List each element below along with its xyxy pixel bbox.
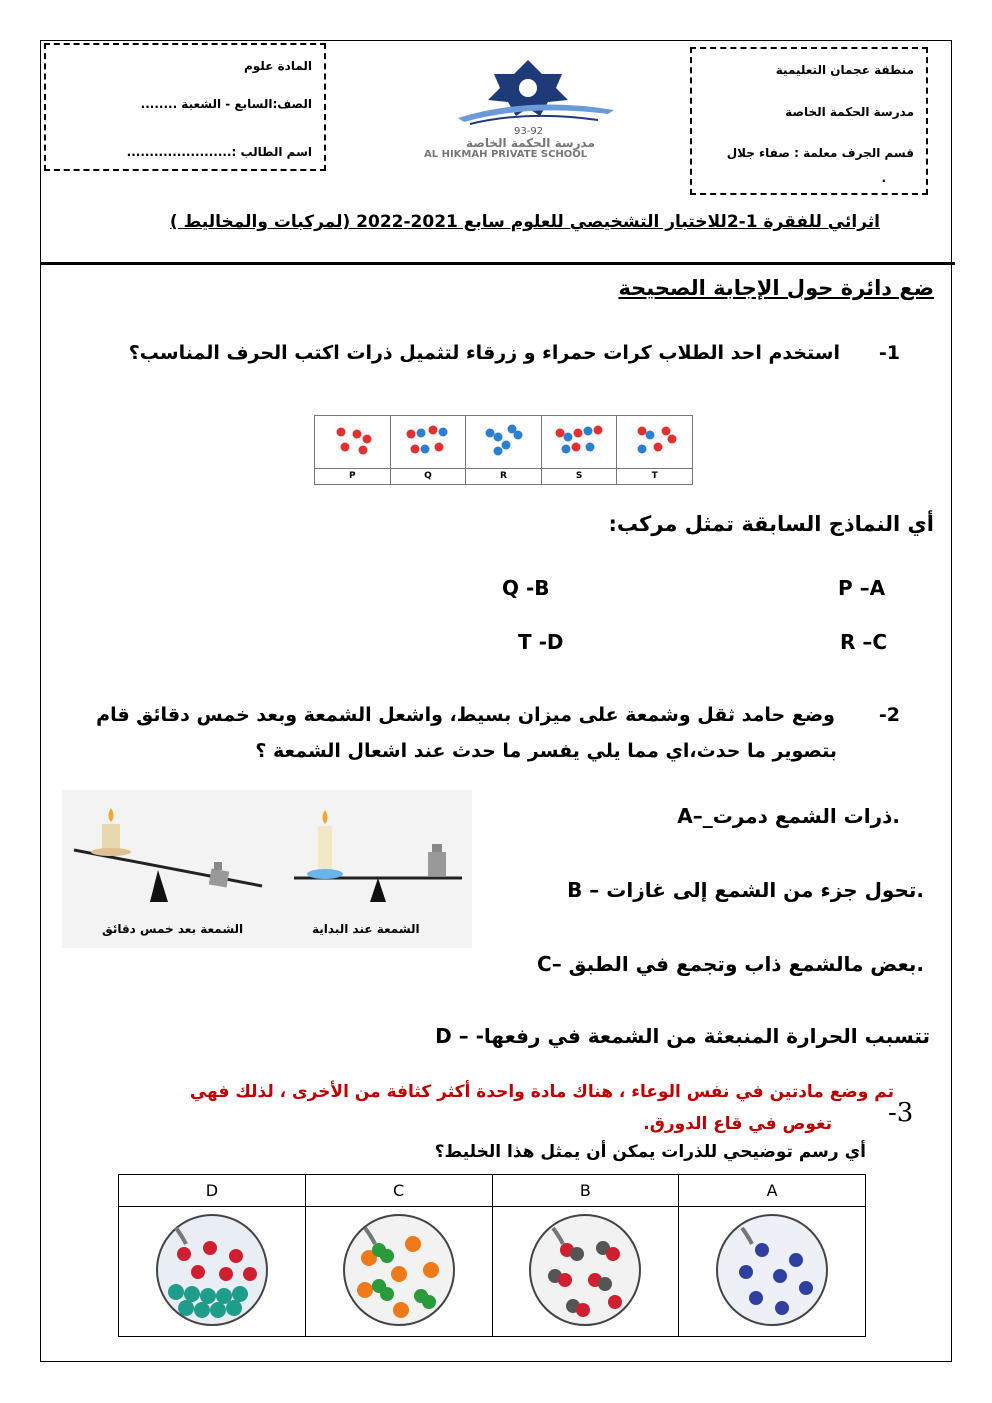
dot-mark: . <box>881 171 886 185</box>
title-divider <box>41 262 955 265</box>
balance-drawing <box>62 790 472 920</box>
model-p-atoms <box>317 417 387 463</box>
candle-balance-image <box>62 790 472 948</box>
student-name-label: اسم الطالب :....................... <box>126 145 312 159</box>
q3-question: أي رسم توضيحي للذرات يمكن أن يمثل هذا الخليط؟ <box>434 1142 866 1162</box>
mixture-label-a: A <box>679 1175 866 1207</box>
student-info-box <box>44 43 326 171</box>
q1-sub-question: أي النماذج السابقة تمثل مركب: <box>608 512 934 536</box>
teacher-label: قسم الجرف معلمة : صفاء جلال <box>726 146 914 160</box>
logo-arabic-name: مدرسة الحكمة الخاصة <box>466 136 595 150</box>
mixture-label-b: B <box>492 1175 679 1207</box>
mixture-label-c: C <box>305 1175 492 1207</box>
school-label: مدرسة الحكمة الخاصة <box>785 105 914 119</box>
q2-option-c[interactable]: C– بعض مالشمع ذاب وتجمع في الطبق. <box>537 952 924 976</box>
mixture-option-a[interactable] <box>679 1207 866 1337</box>
q1-number: -1 <box>878 342 900 364</box>
mixture-b-drawing <box>525 1210 645 1330</box>
model-t-atoms <box>620 417 690 463</box>
test-title: اثرائي للفقرة 1-2للاختبار التشخيصي للعلوم سابع 2021-2022 (لمركبات والمخاليط ) <box>169 212 880 232</box>
model-label-s: S <box>541 468 617 484</box>
mixture-table <box>118 1174 866 1337</box>
mixture-d-drawing <box>152 1210 272 1330</box>
q1-option-d[interactable]: T -D <box>518 630 564 654</box>
region-label: منطقة عجمان التعليمية <box>775 63 914 77</box>
q3-number: -3 <box>888 1098 914 1128</box>
model-q-atoms <box>393 417 463 463</box>
model-label-p: P <box>315 468 391 484</box>
mixture-c-drawing <box>339 1210 459 1330</box>
subject-label: المادة علوم <box>243 59 312 73</box>
q2-option-d[interactable]: D – -تتسبب الحرارة المنبعثة من الشمعة في رفعها <box>435 1024 930 1048</box>
school-info-box <box>690 47 928 195</box>
q2-number: -2 <box>878 704 900 726</box>
mixture-option-c[interactable] <box>305 1207 492 1337</box>
model-label-r: R <box>466 468 542 484</box>
instruction: ضع دائرة حول الإجابة الصحيحة <box>618 276 934 300</box>
q1-option-a[interactable]: P –A <box>838 576 886 600</box>
atom-models-table <box>314 415 693 485</box>
model-label-q: Q <box>390 468 466 484</box>
model-r-cell <box>466 416 542 469</box>
model-p-cell <box>315 416 391 469</box>
model-label-t: T <box>617 468 693 484</box>
q3-red-line2: تغوص في قاع الدورق. <box>643 1114 832 1134</box>
logo-emblem <box>418 52 638 132</box>
model-s-atoms <box>544 417 614 463</box>
mixture-a-drawing <box>712 1210 832 1330</box>
logo-numbers: 93-92 <box>514 126 544 137</box>
model-q-cell <box>390 416 466 469</box>
model-r-atoms <box>468 417 538 463</box>
q2-option-a[interactable]: A–_ذرات الشمع دمرت. <box>677 804 900 828</box>
mixture-label-d: D <box>119 1175 306 1207</box>
logo-english-name: AL HIKMAH PRIVATE SCHOOL <box>424 149 588 160</box>
q1-option-c[interactable]: R –C <box>840 630 888 654</box>
q2-line2: بتصوير ما حدث،اي مما يلي يفسر ما حدث عند اشعال الشمعة ؟ <box>255 740 837 762</box>
q2-option-b[interactable]: B – تحول جزء من الشمع إلى غازات. <box>567 878 924 902</box>
q2-line1: وضع حامد ثقل وشمعة على ميزان بسيط، واشعل الشمعة وبعد خمس دقائق قام <box>96 704 835 726</box>
grade-label: الصف:السابع - الشعبة ........ <box>140 97 312 111</box>
q3-red-line1: تم وضع مادتين في نفس الوعاء ، هناك مادة واحدة أكثر كثافة من الأخرى ، لذلك فهي <box>189 1082 894 1102</box>
school-logo <box>418 52 638 162</box>
mixture-option-b[interactable] <box>492 1207 679 1337</box>
caption-after: الشمعة بعد خمس دقائق <box>102 922 244 936</box>
model-s-cell <box>541 416 617 469</box>
q1-option-b[interactable]: Q -B <box>502 576 550 600</box>
caption-start: الشمعة عند البداية <box>312 922 420 936</box>
page-border <box>40 40 952 1362</box>
mixture-option-d[interactable] <box>119 1207 306 1337</box>
q1-text: استخدم احد الطلاب كرات حمراء و زرقاء لتثميل ذرات اكتب الحرف المناسب؟ <box>128 342 840 364</box>
model-t-cell <box>617 416 693 469</box>
